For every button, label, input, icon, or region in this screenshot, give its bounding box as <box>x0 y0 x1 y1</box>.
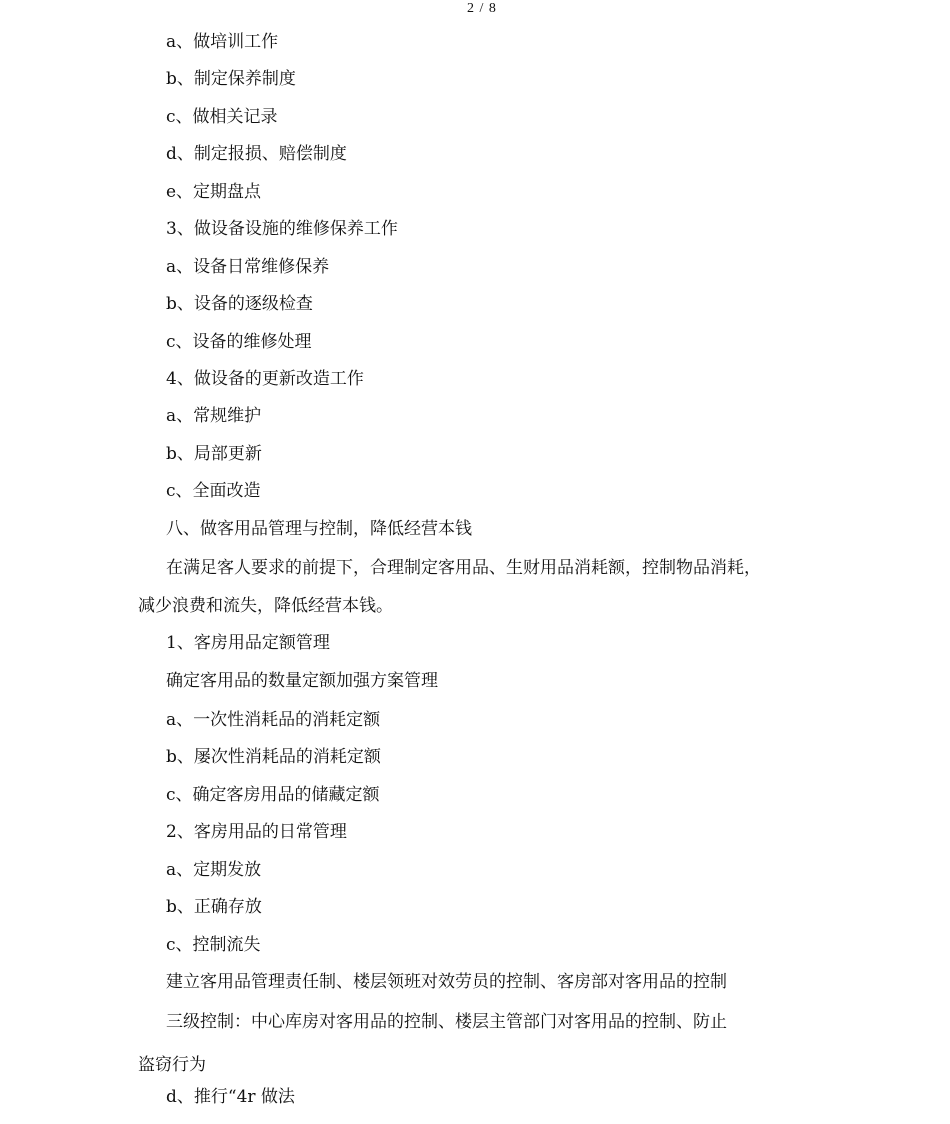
list-item: b、制定保养制度 <box>166 69 296 89</box>
list-item: a、定期发放 <box>166 860 262 880</box>
list-item: d、制定报损、赔偿制度 <box>166 144 347 164</box>
paragraph-line: 建立客用品管理责任制、楼层领班对效劳员的控制、客房部对客用品的控制 <box>166 972 727 992</box>
list-item: c、做相关记录 <box>166 107 278 127</box>
list-item: d、推行“4r 做法 <box>166 1087 295 1107</box>
list-item: a、设备日常维修保养 <box>166 257 330 277</box>
paragraph-line: 在满足客人要求的前提下，合理制定客用品、生财用品消耗额，控制物品消耗， <box>166 558 761 578</box>
section-heading: 4、做设备的更新改造工作 <box>166 369 364 389</box>
section-heading: 1、客房用品定额管理 <box>166 633 330 653</box>
list-item: c、确定客房用品的储藏定额 <box>166 785 380 805</box>
page-number: 2 / 8 <box>467 1 497 16</box>
list-item: e、定期盘点 <box>166 182 262 202</box>
section-heading: 2、客房用品的日常管理 <box>166 822 347 842</box>
list-item: c、全面改造 <box>166 481 261 501</box>
paragraph-line: 确定客用品的数量定额加强方案管理 <box>166 671 438 691</box>
section-heading: 3、做设备设施的维修保养工作 <box>166 219 398 239</box>
paragraph-line: 三级控制：中心库房对客用品的控制、楼层主管部门对客用品的控制、防止 <box>166 1012 727 1032</box>
paragraph-line: 盗窃行为 <box>138 1055 206 1075</box>
list-item: a、一次性消耗品的消耗定额 <box>166 710 381 730</box>
list-item: c、设备的维修处理 <box>166 332 312 352</box>
list-item: b、正确存放 <box>166 897 262 917</box>
chapter-heading: 八、做客用品管理与控制，降低经营本钱 <box>166 519 472 539</box>
list-item: b、局部更新 <box>166 444 262 464</box>
list-item: c、控制流失 <box>166 935 261 955</box>
list-item: a、做培训工作 <box>166 32 279 52</box>
list-item: b、屡次性消耗品的消耗定额 <box>166 747 381 767</box>
list-item: a、常规维护 <box>166 406 262 426</box>
paragraph-line: 减少浪费和流失，降低经营本钱。 <box>138 596 393 616</box>
list-item: b、设备的逐级检查 <box>166 294 313 314</box>
